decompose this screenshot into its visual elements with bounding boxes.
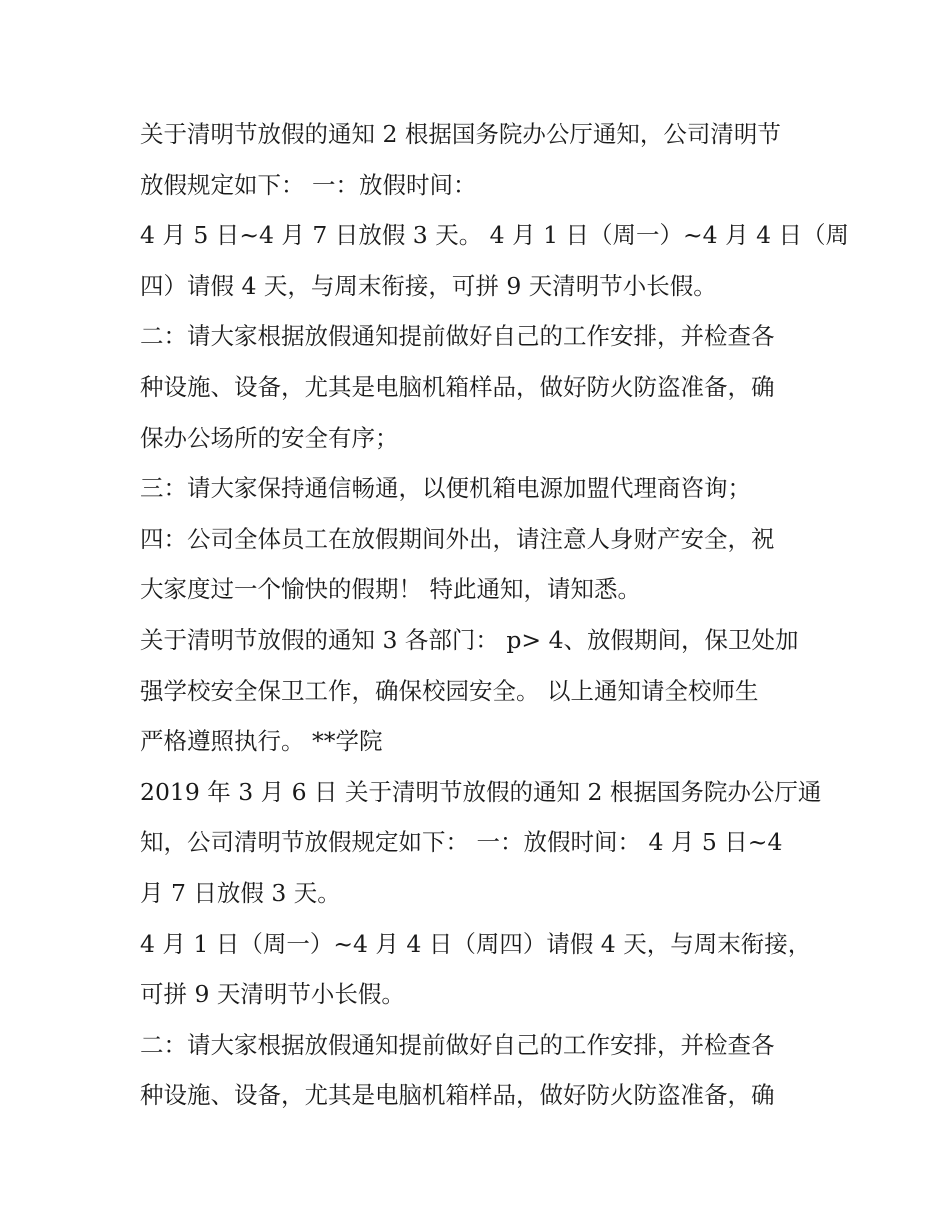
text-line: 种设施、设备，尤其是电脑机箱样品，做好防火防盗准备，确 [140, 1081, 775, 1110]
text-line: 关于清明节放假的通知 2 根据国务院办公厅通知，公司清明节 [140, 120, 781, 148]
text-line: 三：请大家保持通信畅通，以便机箱电源加盟代理商咨询； [140, 474, 751, 503]
text-line: 严格遵照执行。 **学院 [140, 727, 383, 756]
text-line: 4 月 5 日~4 月 7 日放假 3 天。 4 月 1 日（周一）~4 月 4 日（周 [140, 221, 849, 250]
text-line: 二：请大家根据放假通知提前做好自己的工作安排，并检查各 [140, 1030, 775, 1059]
text-line: 可拼 9 天清明节小长假。 [140, 980, 405, 1009]
text-line: 4 月 1 日（周一）~4 月 4 日（周四）请假 4 天，与周末衔接， [140, 929, 812, 958]
text-line: 放假规定如下： 一：放假时间： [140, 170, 477, 199]
document-body [140, 109, 849, 1121]
text-line: 种设施、设备，尤其是电脑机箱样品，做好防火防盗准备，确 [140, 372, 775, 401]
text-line: 强学校安全保卫工作，确保校园安全。 以上通知请全校师生 [140, 676, 759, 705]
text-line: 二：请大家根据放假通知提前做好自己的工作安排，并检查各 [140, 322, 775, 351]
text-line: 知，公司清明节放假规定如下： 一：放假时间： 4 月 5 日~4 [140, 828, 783, 857]
text-line: 关于清明节放假的通知 3 各部门： p> 4、放假期间，保卫处加 [140, 625, 799, 654]
text-line: 2019 年 3 月 6 日 关于清明节放假的通知 2 根据国务院办公厅通 [140, 777, 822, 806]
text-line: 四）请假 4 天，与周末衔接，可拼 9 天清明节小长假。 [140, 271, 717, 300]
text-line: 保办公场所的安全有序； [140, 423, 399, 452]
text-line: 四：公司全体员工在放假期间外出，请注意人身财产安全，祝 [140, 524, 775, 553]
text-line: 月 7 日放假 3 天。 [140, 878, 341, 907]
text-line: 大家度过一个愉快的假期！ 特此通知，请知悉。 [140, 575, 641, 604]
